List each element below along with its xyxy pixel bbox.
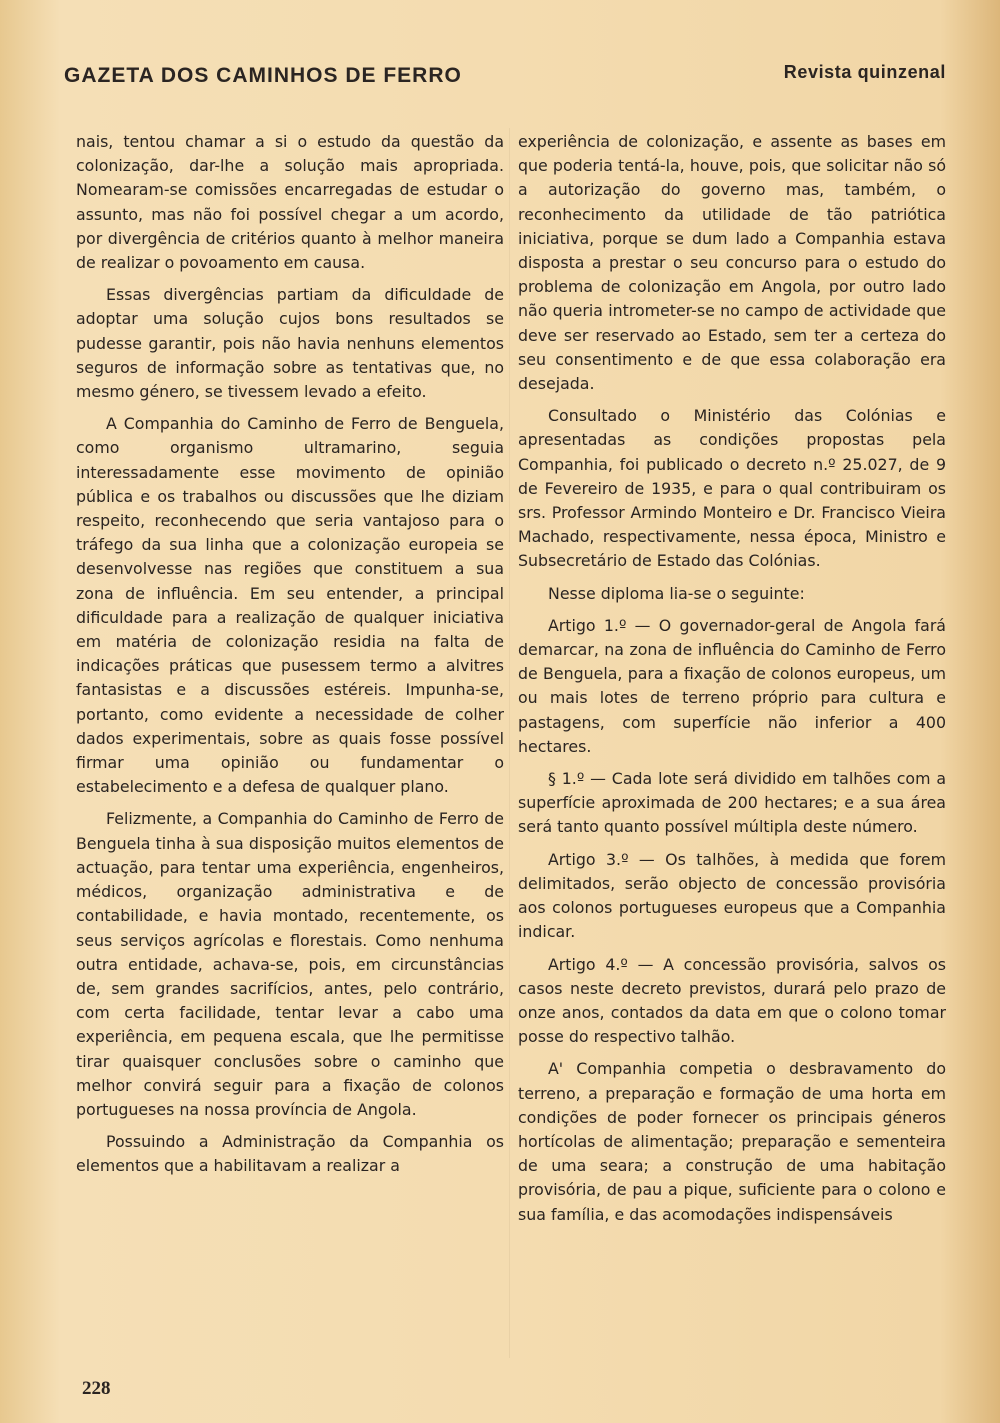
left-column <box>76 130 504 1179</box>
article-paragraph: § 1.º — Cada lote será dividido em talhões com a superfície aproximada de 200 hectares; e a sua área será tanto quanto possível múltipla deste número. <box>518 769 946 837</box>
paragraph: nais, tentou chamar a si o estudo da questão da colonização, dar-lhe a solução mais apropriada. Nomearam-se comissões encarregadas de estudar o assunto, mas não foi possível chegar a um acordo, por divergência de critérios quanto à melhor maneira de realizar o povoamento em causa. <box>76 132 504 273</box>
article-paragraph: Artigo 1.º — O governador-geral de Angola fará demarcar, na zona de influência do Caminho de Ferro de Benguela, para a fixação de colonos europeus, um ou mais lotes de terreno próprio para cultura e pastagens, com superfície não inferior a 400 hectares. <box>518 615 946 756</box>
running-header-title: GAZETA DOS CAMINHOS DE FERRO <box>64 64 462 87</box>
paragraph: experiência de colonização, e assente as bases em que poderia tentá-la, houve, pois, que solicitar não só a autorização do governo mas, também, o reconhecimento da utilidade de tão patriótica iniciativa, porque se dum lado a Companhia estava disposta a prestar o seu concurso para o estudo do problema de colonização em Angola, por outro lado não queria intrometer-se no campo de actividade que deve ser reservado ao Estado, sem ter a certeza do seu consentimento e de que essa colaboração era desejada. <box>518 132 946 394</box>
article-paragraph: Artigo 3.º — Os talhões, à medida que forem delimitados, serão objecto de concessão provisória aos colonos portugueses europeus que a Companhia indicar. <box>518 849 946 942</box>
paragraph: Essas divergências partiam da dificuldade de adoptar uma solução cujos bons resultados se pudesse garantir, pois não havia nenhuns elementos seguros de informação sobre as tentativas que, no mesmo género, se tivessem levado a efeito. <box>76 285 504 402</box>
paragraph: Nesse diploma lia-se o seguinte: <box>548 583 805 603</box>
right-column <box>518 130 946 1227</box>
paragraph: Possuindo a Administração da Companhia os elementos que a habilitavam a realizar a <box>76 1132 504 1176</box>
paragraph: A' Companhia competia o desbravamento do terreno, a preparação e formação de uma horta em condições de poder fornecer os principais géneros hortícolas de alimentação; preparação e sementeira de uma seara; a construção de uma habitação provisória, de pau a pique, suficiente para o colono e sua família, e das acomodações indispensáveis <box>518 1059 946 1224</box>
running-header-subtitle: Revista quinzenal <box>783 62 946 82</box>
column-divider <box>509 128 510 1358</box>
page-number: 228 <box>82 1378 111 1399</box>
paragraph: Felizmente, a Companhia do Caminho de Ferro de Benguela tinha à sua disposição muitos elementos de actuação, para tentar uma experiência, engenheiros, médicos, organização administrativa e de contabilidade, e havia montado, recentemente, os seus serviços agrícolas e florestais. Como nenhuma outra entidade, achava-se, pois, em circunstâncias de, sem grandes sacrifícios, antes, pelo contrário, com certa facilidade, tentar levar a cabo uma experiência, em pequena escala, que lhe permitisse tirar quaisquer conclusões sobre o caminho que melhor convirá seguir para a fixação de colonos portugueses na nossa província de Angola. <box>76 809 504 1119</box>
paragraph: Consultado o Ministério das Colónias e apresentadas as condições propostas pela Companhia, foi publicado o decreto n.º 25.027, de 9 de Fevereiro de 1935, e para o qual contribuiram os srs. Professor Armindo Monteiro e Dr. Francisco Vieira Machado, respectivamente, nessa época, Ministro e Subsecretário de Estado das Colónias. <box>518 406 946 571</box>
paragraph: A Companhia do Caminho de Ferro de Benguela, como organismo ultramarino, seguia interessadamente esse movimento de opinião pública e os trabalhos ou discussões que lhe diziam respeito, reconhecendo que seria vantajoso para o tráfego da sua linha que a colonização europeia se desenvolvesse nas regiões que constituem a sua zona de influência. Em seu entender, a principal dificuldade para a realização de qualquer iniciativa em matéria de colonização residia na falta de indicações práticas que pusessem termo a alvitres fantasistas e a discussões estéreis. Impunha-se, portanto, como evidente a necessidade de colher dados experimentais, sobre as quais fosse possível firmar uma opinião ou fundamentar o estabelecimento e a defesa de qualquer plano. <box>76 414 504 797</box>
article-paragraph: Artigo 4.º — A concessão provisória, salvos os casos neste decreto previstos, durará pelo prazo de onze anos, contados da data em que o colono tomar posse do respectivo talhão. <box>518 954 946 1047</box>
